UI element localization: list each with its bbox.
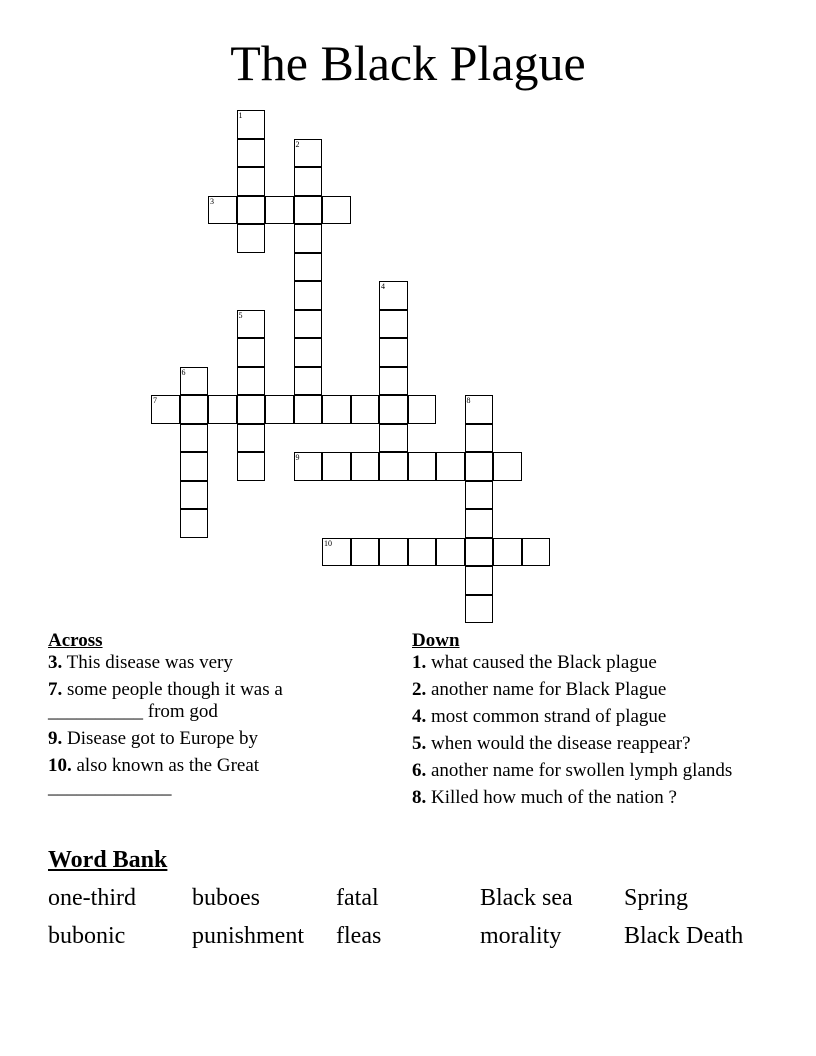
crossword-cell[interactable]	[408, 452, 437, 481]
clue-down-8	[412, 787, 752, 809]
crossword-cell[interactable]	[237, 452, 266, 481]
crossword-cell[interactable]	[294, 224, 323, 253]
crossword-cell[interactable]	[379, 395, 408, 424]
clue-text: also known as the Great _____________	[48, 755, 260, 798]
crossword-cell[interactable]	[180, 424, 209, 453]
clue-down-2	[412, 679, 752, 701]
word-bank-word: Black Death	[624, 923, 744, 949]
cell-number: 2	[295, 139, 300, 149]
word-bank-word: fleas	[336, 923, 382, 949]
clue-text: Killed how much of the nation ?	[431, 787, 677, 808]
crossword-cell[interactable]	[322, 538, 351, 567]
clue-across-7	[48, 679, 358, 723]
word-bank-word: Black sea	[480, 885, 573, 911]
clue-across-10	[48, 755, 358, 799]
crossword-cell[interactable]	[151, 395, 180, 424]
word-bank-title: Word Bank	[48, 847, 168, 873]
down-heading: Down	[412, 630, 460, 651]
crossword-cell[interactable]	[237, 424, 266, 453]
crossword-cell[interactable]	[379, 281, 408, 310]
clue-text: what caused the Black plague	[431, 652, 657, 673]
crossword-cell[interactable]	[265, 395, 294, 424]
crossword-cell[interactable]	[294, 452, 323, 481]
clue-text: when would the disease reappear?	[431, 733, 691, 754]
crossword-cell[interactable]	[379, 538, 408, 567]
word-bank-word: bubonic	[48, 923, 126, 949]
crossword-cell[interactable]	[237, 224, 266, 253]
crossword-cell[interactable]	[465, 566, 494, 595]
crossword-cell[interactable]	[465, 509, 494, 538]
cell-number: 10	[324, 538, 332, 548]
clue-text: most common strand of plague	[431, 706, 667, 727]
crossword-cell[interactable]	[351, 538, 380, 567]
clue-text: This disease was very	[66, 652, 233, 673]
crossword-cell[interactable]	[265, 196, 294, 225]
clue-number: 3.	[48, 652, 63, 673]
crossword-cell[interactable]	[294, 395, 323, 424]
crossword-cell[interactable]	[294, 139, 323, 168]
crossword-cell[interactable]	[294, 196, 323, 225]
crossword-cell[interactable]	[379, 367, 408, 396]
crossword-cell[interactable]	[294, 167, 323, 196]
crossword-cell[interactable]	[465, 395, 494, 424]
crossword-cell[interactable]	[180, 452, 209, 481]
cell-number: 5	[238, 310, 243, 320]
crossword-cell[interactable]	[237, 367, 266, 396]
crossword-cell[interactable]	[237, 310, 266, 339]
crossword-cell[interactable]	[180, 481, 209, 510]
crossword-cell[interactable]	[493, 538, 522, 567]
crossword-cell[interactable]	[322, 395, 351, 424]
clue-text: another name for swollen lymph glands	[431, 760, 733, 781]
across-clues	[48, 630, 358, 804]
cell-number: 3	[210, 196, 214, 206]
crossword-cell[interactable]	[379, 338, 408, 367]
crossword-cell[interactable]	[322, 196, 351, 225]
crossword-cell[interactable]	[351, 452, 380, 481]
clue-down-4	[412, 706, 752, 728]
cell-number: 7	[153, 396, 157, 405]
crossword-cell[interactable]	[408, 538, 437, 567]
crossword-cell[interactable]	[237, 167, 266, 196]
clue-down-5	[412, 733, 752, 755]
across-heading: Across	[48, 630, 103, 651]
crossword-cell[interactable]	[294, 310, 323, 339]
clue-number: 9.	[48, 728, 63, 749]
crossword-cell[interactable]	[237, 196, 266, 225]
word-bank-word: one-third	[48, 885, 136, 911]
crossword-cell[interactable]	[436, 538, 465, 567]
crossword-cell[interactable]	[294, 338, 323, 367]
clue-number: 8.	[412, 787, 427, 808]
clue-number: 5.	[412, 733, 427, 754]
crossword-cell[interactable]	[294, 281, 323, 310]
word-bank-word: Spring	[624, 885, 689, 911]
crossword-cell[interactable]	[465, 538, 494, 567]
crossword-cell[interactable]	[493, 452, 522, 481]
crossword-cell[interactable]	[294, 253, 323, 282]
crossword-cell[interactable]	[237, 139, 266, 168]
page-title: The Black Plague	[230, 35, 586, 91]
clue-down-1	[412, 652, 752, 674]
clue-number: 10.	[48, 755, 72, 776]
crossword-cell[interactable]	[351, 395, 380, 424]
crossword-cell[interactable]	[465, 452, 494, 481]
crossword-cell[interactable]	[180, 509, 209, 538]
word-bank-word: fatal	[336, 885, 379, 911]
clue-number: 1.	[412, 652, 427, 673]
cell-number: 1	[238, 111, 243, 120]
crossword-cell[interactable]	[436, 452, 465, 481]
clue-text: some people though it was a __________ from god	[48, 679, 283, 722]
clue-across-9	[48, 728, 358, 750]
crossword-cell[interactable]	[465, 481, 494, 510]
down-clues	[412, 630, 752, 814]
crossword-cell[interactable]	[237, 338, 266, 367]
crossword-cell[interactable]	[237, 110, 266, 139]
clue-down-6	[412, 760, 752, 782]
cell-number: 6	[181, 367, 186, 377]
clue-number: 4.	[412, 706, 427, 727]
crossword-cell[interactable]	[465, 424, 494, 453]
word-bank-word: buboes	[192, 885, 260, 911]
crossword-cell[interactable]	[208, 395, 237, 424]
cell-number: 4	[381, 282, 385, 291]
crossword-cell[interactable]	[208, 196, 237, 225]
crossword-cell[interactable]	[237, 395, 266, 424]
crossword-cell[interactable]	[180, 367, 209, 396]
crossword-cell[interactable]	[294, 367, 323, 396]
clue-text: Disease got to Europe by	[67, 728, 259, 749]
crossword-cell[interactable]	[408, 395, 437, 424]
clue-text: another name for Black Plague	[431, 679, 667, 700]
cell-number: 9	[295, 453, 300, 462]
word-bank-word: morality	[480, 923, 562, 949]
crossword-cell[interactable]	[180, 395, 209, 424]
clue-number: 6.	[412, 760, 427, 781]
crossword-cell[interactable]	[379, 424, 408, 453]
crossword-cell[interactable]	[379, 310, 408, 339]
word-bank-word: punishment	[192, 923, 304, 949]
crossword-cell[interactable]	[465, 595, 494, 624]
crossword-cell[interactable]	[379, 452, 408, 481]
cell-number: 8	[466, 396, 471, 405]
clue-number: 2.	[412, 679, 427, 700]
crossword-cell[interactable]	[322, 452, 351, 481]
crossword-cell[interactable]	[522, 538, 551, 567]
clue-number: 7.	[48, 679, 63, 700]
clue-across-3	[48, 652, 358, 674]
